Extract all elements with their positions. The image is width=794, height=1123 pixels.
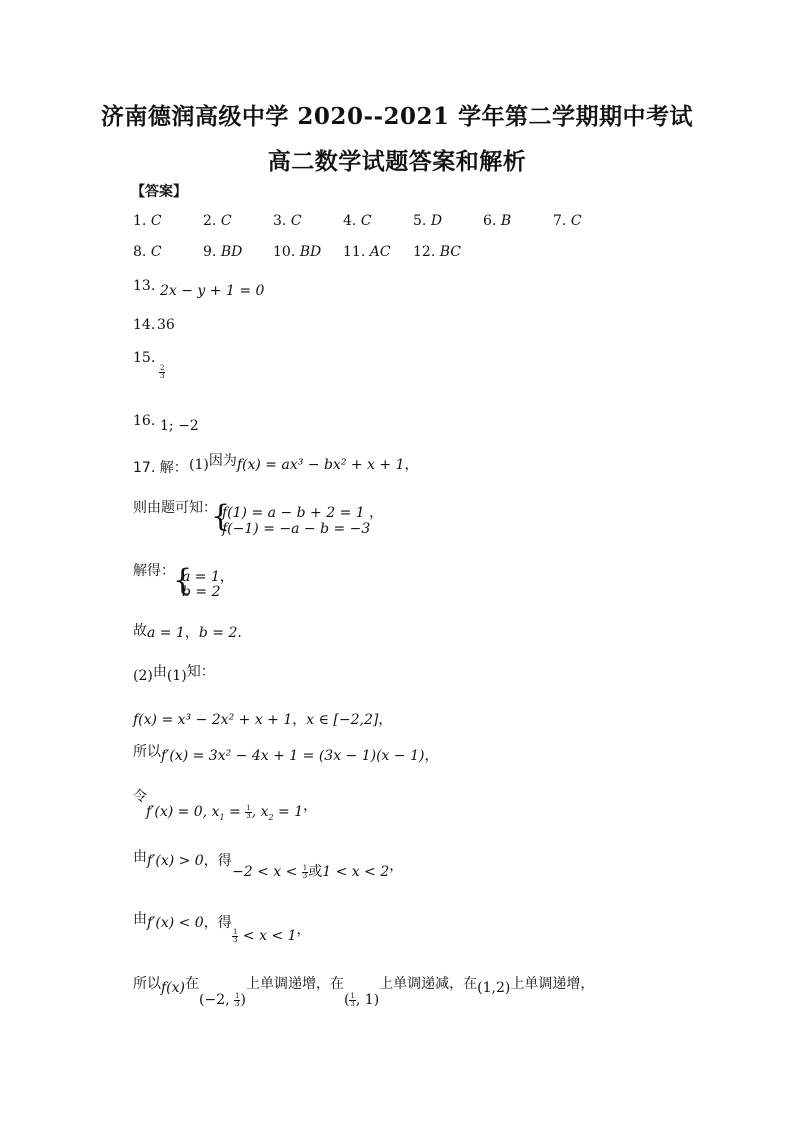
system1-eq1: f(1) = a − b + 2 = 1 ， [222, 505, 384, 521]
solve-label: 解得： [133, 563, 175, 579]
interval-2: ( $\frac{1}{3}$ , 1) [343, 991, 380, 1008]
interval-1: (−2, $\frac{1}{3}$ ) [199, 991, 246, 1008]
q16-number: 16. [133, 413, 156, 429]
q14-number: 14. [133, 317, 156, 333]
q17-label: 17. 解： [133, 460, 188, 476]
system2-eq2: b = 2 [182, 584, 221, 600]
q13-number: 13. [133, 278, 156, 294]
answer-item: 11. AC [343, 244, 391, 260]
answer-item: 7. C [553, 213, 582, 229]
interval-3: (1,2) [477, 980, 511, 996]
q16-answer: 1; −2 [160, 418, 199, 434]
document-subtitle: 高二数学试题答案和解析 [267, 148, 527, 175]
q15-answer-fraction: $\frac{2}{3}$ [160, 364, 165, 380]
derivative-line: 所以f′(x) = 3x² − 4x + 1 = (3x − 1)(x − 1)， [133, 744, 439, 764]
answer-item: 3. C [273, 213, 302, 229]
answer-item: 8. C [133, 244, 162, 260]
answer-item: 10. BD [273, 244, 322, 260]
system1-eq2: f(−1) = −a − b = −3 [222, 521, 371, 537]
answer-item: 4. C [343, 213, 372, 229]
q14-answer: 36 [157, 317, 175, 333]
decreasing-condition-line: 由f′(x) < 0，得 [133, 911, 232, 931]
document-title: 济南德润高级中学 2020--2021 学年第二学期期中考试 [100, 103, 694, 130]
answer-item: 2. C [203, 213, 232, 229]
answer-item: 12. BC [413, 244, 461, 260]
let-label: 令 [133, 789, 147, 805]
monotonicity-line: 所以f(x)在(−2, $\frac{1}{3}$ )上单调递增，在( $\frac{1}{3}$ , 1)上单调递减，在(1,2)上单调递增， [133, 976, 595, 1008]
system-brace: { [173, 563, 193, 598]
given-label: 则由题可知： [133, 500, 217, 516]
answer-item: 5. D [413, 213, 443, 229]
system-brace: { [211, 499, 231, 534]
function-full-line: f(x) = x³ − 2x² + x + 1，x ∈ [−2,2]， [133, 712, 393, 728]
q17-part1-line: (1)因为f(x) = ax³ − bx² + x + 1， [189, 453, 419, 473]
increasing-range: −2 < x < $\frac{1}{3}$ 或1 < x < 2， [232, 858, 404, 880]
conclusion-line: 故a = 1，b = 2． [133, 623, 252, 641]
q15-number: 15. [133, 350, 156, 366]
answer-section-label: 【答案】 [131, 184, 187, 200]
part2-line: (2)由(1)知： [133, 664, 215, 684]
decreasing-range: $\frac{1}{3}$ < x < 1， [233, 922, 311, 944]
q13-answer: 2x − y + 1 = 0 [160, 283, 265, 299]
answer-item: 6. B [483, 213, 512, 229]
roots-line: f′(x) = 0, $x_1$ = $\frac{1}{3}$ , $x_2 = 1$， [146, 798, 318, 822]
answer-item: 9. BD [203, 244, 243, 260]
increasing-condition-line: 由f′(x) > 0，得 [133, 849, 232, 869]
answer-item: 1. C [133, 213, 162, 229]
system2-eq1: a = 1， [182, 569, 234, 585]
